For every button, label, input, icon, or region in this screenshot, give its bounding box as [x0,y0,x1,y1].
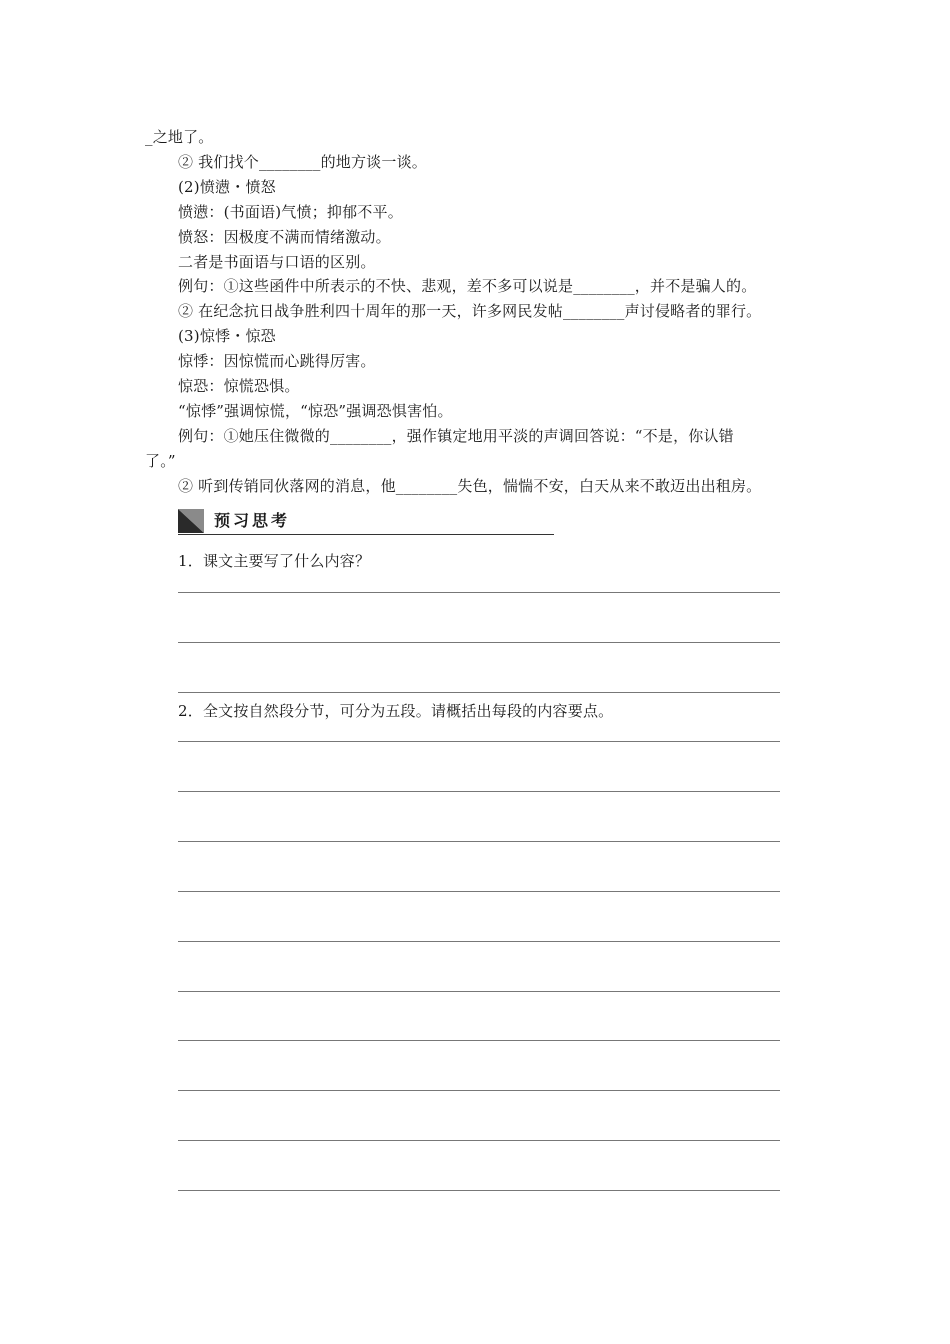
answer-line[interactable] [178,791,780,792]
answer-line[interactable] [178,941,780,942]
text-line: 惊悸：因惊慌而心跳得厉害。 [178,352,376,370]
question-2: 2．全文按自然段分节，可分为五段。请概括出每段的内容要点。 [178,702,614,720]
question-1: 1．课文主要写了什么内容？ [178,552,371,570]
text-line: 二者是书面语与口语的区别。 [178,253,376,271]
answer-line[interactable] [178,1140,780,1141]
answer-line[interactable] [178,1090,780,1091]
text-line: ② 听到传销同伙落网的消息，他________失色，惴惴不安，白天从来不敢迈出出租房。 [178,477,762,495]
text-line: 例句：①她压住微微的________，强作镇定地用平淡的声调回答说：“不是，你认错 [178,427,734,445]
answer-line[interactable] [178,1190,780,1191]
answer-line[interactable] [178,1040,780,1041]
section-rule [178,534,554,535]
answer-line[interactable] [178,991,780,992]
section-header [178,509,554,535]
answer-line[interactable] [178,891,780,892]
text-line: ② 在纪念抗日战争胜利四十周年的那一天，许多网民发帖________声讨侵略者的罪行。 [178,302,762,320]
text-line: 愤怒：因极度不满而情绪激动。 [178,228,391,246]
text-line: _之地了。 [145,128,214,146]
answer-line[interactable] [178,692,780,693]
answer-line[interactable] [178,741,780,742]
text-line: ② 我们找个________的地方谈一谈。 [178,153,427,171]
section-triangle-icon [178,509,204,533]
answer-line[interactable] [178,642,780,643]
text-line: (2)愤懑・愤怒 [178,178,276,196]
text-line: 例句：①这些函件中所表示的不快、悲观，差不多可以说是________，并不是骗人的。 [178,277,757,295]
text-line: 愤懑：(书面语)气愤；抑郁不平。 [178,203,403,221]
text-line: (3)惊悸・惊恐 [178,327,276,345]
text-line: 了。” [145,452,176,470]
section-title: 预习思考 [214,511,291,530]
answer-line[interactable] [178,841,780,842]
answer-line[interactable] [178,592,780,593]
text-line: “惊悸”强调惊慌，“惊恐”强调恐惧害怕。 [178,402,453,420]
text-line: 惊恐：惊慌恐惧。 [178,377,300,395]
